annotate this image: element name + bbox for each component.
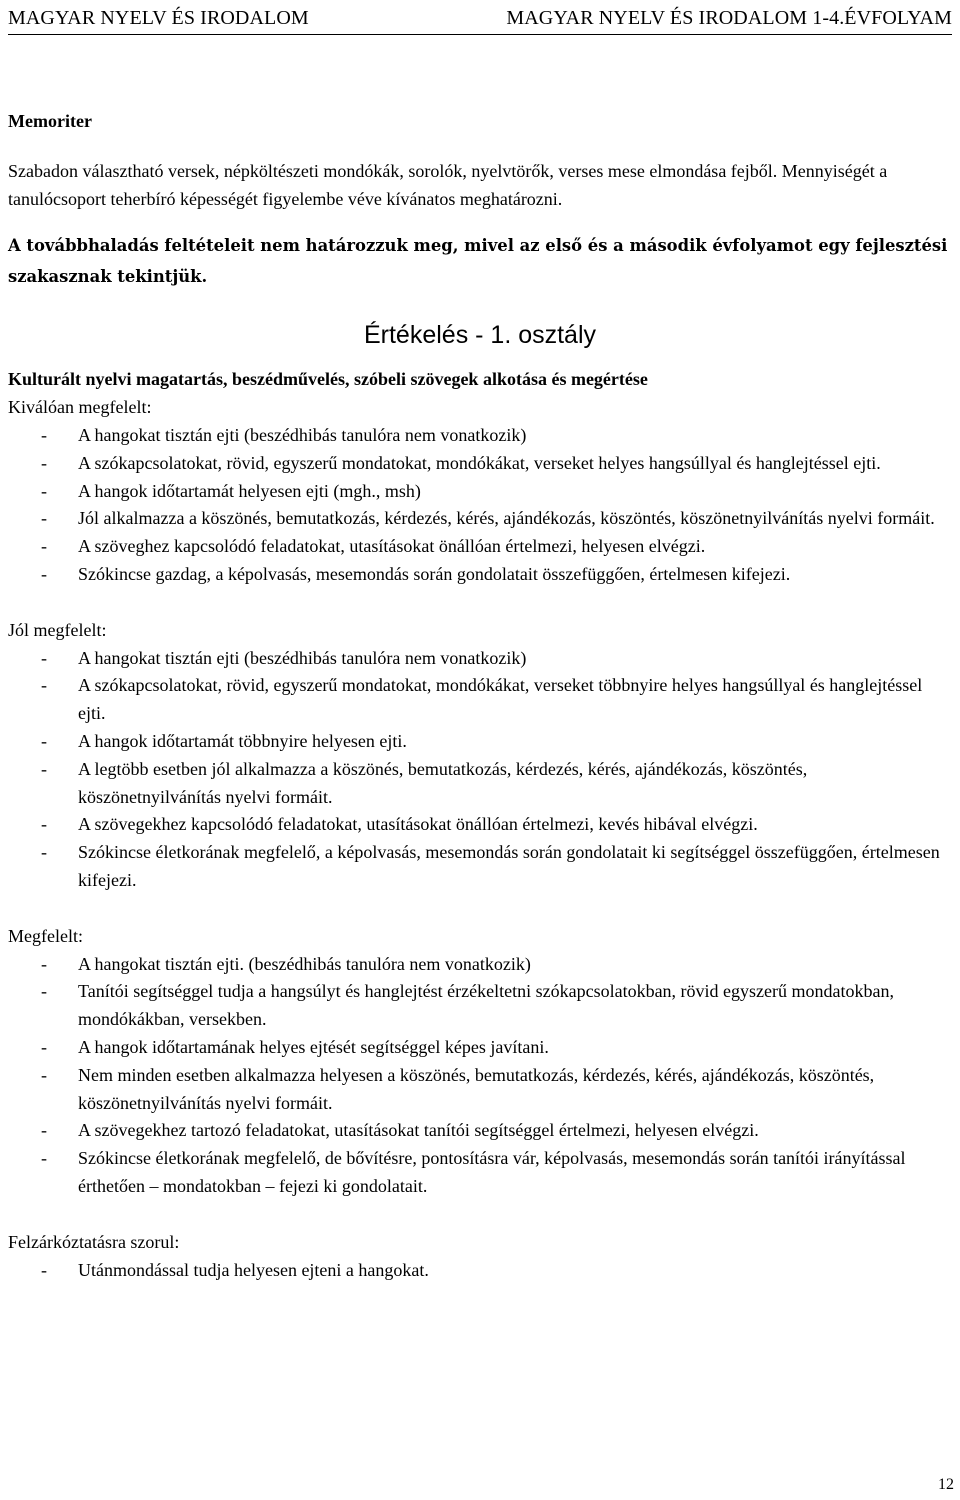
criteria-item: - Szókincse gazdag, a képolvasás, mesemondás során gondolatait összefüggően, értelmesen kifejezi. <box>8 561 952 589</box>
criteria-item: - A hangokat tisztán ejti. (beszédhibás tanulóra nem vonatkozik) <box>8 951 952 979</box>
criteria-list <box>8 422 952 589</box>
criteria-list <box>8 645 952 895</box>
criteria-item: - Szókincse életkorának megfelelő, a képolvasás, mesemondás során gondolatait ki segítséggel összefüggően, értelmesen kifejezi. <box>8 839 952 895</box>
criteria-item: - A hangokat tisztán ejti (beszédhibás tanulóra nem vonatkozik) <box>8 422 952 450</box>
level-label: Megfelelt: <box>8 925 83 946</box>
document-body <box>8 108 952 1312</box>
criteria-item: - A szöveghez kapcsolódó feladatokat, utasításokat önállóan értelmezi, helyesen elvégzi. <box>8 533 952 561</box>
criteria-list <box>8 951 952 1201</box>
evaluation-level <box>8 1229 952 1285</box>
evaluation-level <box>8 617 952 895</box>
page-number: 12 <box>938 1476 954 1493</box>
level-label: Jól megfelelt: <box>8 619 107 640</box>
evaluation-levels <box>8 394 952 1284</box>
criteria-item: - Szókincse életkorának megfelelő, de bővítésre, pontosításra vár, képolvasás, mesemondás során tanítói irányítással érthetően – mondatokban – fejezi ki gondolatait. <box>8 1145 952 1201</box>
criteria-item: - A szövegekhez kapcsolódó feladatokat, utasításokat önállóan értelmezi, kevés hibával elvégzi. <box>8 811 952 839</box>
criteria-item: - Tanítói segítséggel tudja a hangsúlyt és hanglejtést érzékeltetni szókapcsolatokban, rövid egyszerű mondatokban, mondókákban, versekben. <box>8 978 952 1034</box>
section-title: Kulturált nyelvi magatartás, beszédművelés, szóbeli szövegek alkotása és megértése <box>8 369 648 390</box>
criteria-item: - A hangok időtartamát többnyire helyesen ejti. <box>8 728 952 756</box>
memoriter-text: Szabadon választható versek, népköltészeti mondókák, sorolók, nyelvtörők, verses mese elmondása fejből. Mennyiségét a tanulócsoport teherbíró képességét figyelembe véve kívánatos meghatározni. <box>8 160 888 209</box>
criteria-item: - A szókapcsolatokat, rövid, egyszerű mondatokat, mondókákat, verseket többnyire helyes hangsúllyal és hanglejtéssel ejti. <box>8 672 952 728</box>
criteria-item: - A szövegekhez tartozó feladatokat, utasításokat tanítói segítséggel értelmezi, helyesen elvégzi. <box>8 1117 952 1145</box>
criteria-item: - A legtöbb esetben jól alkalmazza a köszönés, bemutatkozás, kérdezés, kérés, ajándékozás, köszöntés, köszönetnyilvánítás nyelvi formáit. <box>8 756 952 812</box>
criteria-item: - A hangokat tisztán ejti (beszédhibás tanulóra nem vonatkozik) <box>8 645 952 673</box>
continuation-note: A továbbhaladás feltételeit nem határozzuk meg, mivel az első és a második évfolyamot egy fejlesztési szakasznak tekintjük. <box>8 236 948 287</box>
header-left-title: MAGYAR NYELV ÉS IRODALOM <box>8 6 309 29</box>
criteria-item: - A szókapcsolatokat, rövid, egyszerű mondatokat, mondókákat, verseket helyes hangsúllyal és hanglejtéssel ejti. <box>8 450 952 478</box>
level-label: Felzárkóztatásra szorul: <box>8 1231 180 1252</box>
criteria-item: - Nem minden esetben alkalmazza helyesen a köszönés, bemutatkozás, kérdezés, kérés, ajándékozás, köszöntés, köszönetnyilvánítás nyelvi formáit. <box>8 1062 952 1118</box>
evaluation-level <box>8 394 952 589</box>
criteria-item: - A hangok időtartamának helyes ejtését segítséggel képes javítani. <box>8 1034 952 1062</box>
level-label: Kiválóan megfelelt: <box>8 397 152 418</box>
header-divider <box>8 34 952 35</box>
criteria-item: - Utánmondással tudja helyesen ejteni a hangokat. <box>8 1257 952 1285</box>
criteria-item: - Jól alkalmazza a köszönés, bemutatkozás, kérdezés, kérés, ajándékozás, köszöntés, köszönetnyilvánítás nyelvi formáit. <box>8 505 952 533</box>
header-right-title: MAGYAR NYELV ÉS IRODALOM 1-4.ÉVFOLYAM <box>506 6 952 29</box>
evaluation-heading: Értékelés - 1. osztály <box>363 321 597 350</box>
memoriter-title: Memoriter <box>8 111 92 131</box>
criteria-list <box>8 1257 952 1285</box>
criteria-item: - A hangok időtartamát helyesen ejti (mgh., msh) <box>8 478 952 506</box>
page-header <box>8 3 952 33</box>
evaluation-level <box>8 923 952 1201</box>
